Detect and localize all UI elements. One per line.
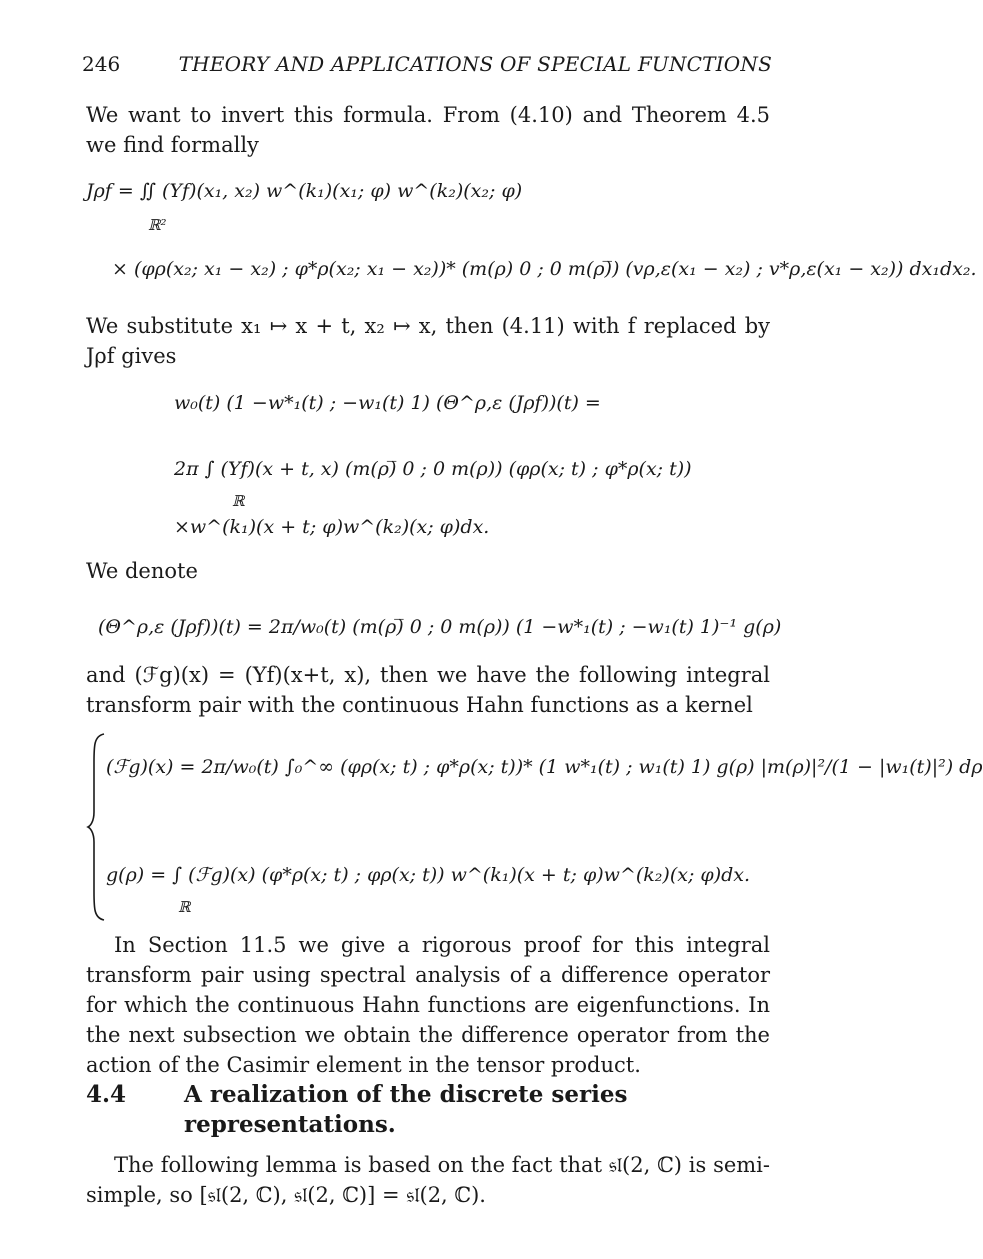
paragraph-transform-pair: and (ℱg)(x) = (Υf)(x+t, x), then we have the following integral transform pair with the continuous Hahn functions as a kernel [86,663,770,717]
paragraph-intro: We want to invert this formula. From (4.10) and Theorem 4.5 we find formally [86,103,770,157]
equation-jpf-line2: × (φρ(x₂; x₁ − x₂) ; φ*ρ(x₂; x₁ − x₂))* (m(ρ) 0 ; 0 m(ρ)̅) (vρ,ε(x₁ − x₂) ; v*ρ,ε(x₁ − x₂)) dx₁dx₂. [112,258,977,280]
paragraph-section-ref: In Section 11.5 we give a rigorous proof for this integral transform pair using spectral analysis of a difference operator for which the continuous Hahn functions are eigenfunctions. In the next subsection we obtain the difference operator from the action of the Casimir element in the tensor product. [86,933,770,1077]
equation-denote: (Θ^ρ,ε (Jρf))(t) = 2π/w₀(t) (m(ρ)̅ 0 ; 0 m(ρ)) (1 −w*₁(t) ; −w₁(t) 1)⁻¹ g(ρ) [98,616,782,638]
section-number: 4.4 [86,1081,127,1108]
equation-inverse-domain: ℝ [178,898,191,916]
running-title: THEORY AND APPLICATIONS OF SPECIAL FUNCTIONS [178,52,772,76]
equation-transform: (ℱg)(x) = 2π/w₀(t) ∫₀^∞ (φρ(x; t) ; φ*ρ(x; t))* (1 w*₁(t) ; w₁(t) 1) g(ρ) |m(ρ)|²/(1 − |w₁(t)|²) dρ [106,756,983,778]
equation-theta-line2: 2π ∫ (Υf)(x + t, x) (m(ρ)̅ 0 ; 0 m(ρ)) (φρ(x; t) ; φ*ρ(x; t)) [174,458,692,480]
paragraph-denote: We denote [86,559,198,583]
equation-jpf-domain: ℝ² [148,216,167,234]
paragraph-substitute: We substitute x₁ ↦ x + t, x₂ ↦ x, then (4.11) with f replaced by Jρf gives [86,314,770,368]
section-title: A realization of the discrete series representations. [184,1081,628,1138]
running-header [82,52,772,82]
left-brace [86,732,106,922]
equation-theta-line1: w₀(t) (1 −w*₁(t) ; −w₁(t) 1) (Θ^ρ,ε (Jρf))(t) = [174,392,601,414]
equation-inverse: g(ρ) = ∫ (ℱg)(x) (φ*ρ(x; t) ; φρ(x; t)) w^(k₁)(x + t; φ)w^(k₂)(x; φ)dx. [106,864,751,886]
page-number: 246 [82,52,121,76]
paragraph-lemma: The following lemma is based on the fact that 𝔰𝔩(2, ℂ) is semi-simple, so [𝔰𝔩(2, ℂ), 𝔰𝔩(2, ℂ)] = 𝔰𝔩(2, ℂ). [86,1153,770,1207]
equation-theta-line3: ×w^(k₁)(x + t; φ)w^(k₂)(x; φ)dx. [174,516,490,538]
equation-theta-domain: ℝ [232,492,245,510]
equation-jpf-line1: Jρf = ∬ (Υf)(x₁, x₂) w^(k₁)(x₁; φ) w^(k₂)(x₂; φ) [86,180,523,202]
